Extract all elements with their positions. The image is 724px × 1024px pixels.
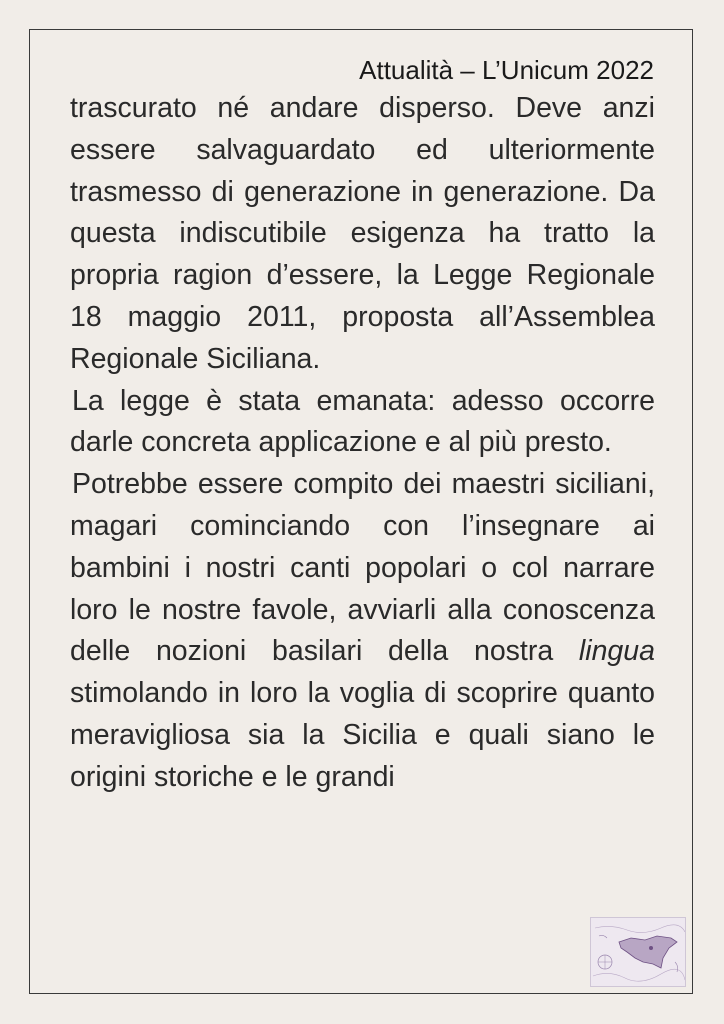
sicily-map-icon [590, 917, 686, 987]
paragraph-3-text-b: stimolando in loro la voglia di scoprire quanto meravigliosa sia la Sicilia e quali siano le origini storiche e le grandi [70, 677, 655, 793]
paragraph-1: trascurato né andare disperso. Deve anzi essere salvaguardato ed ulteriormente trasmesso di generazione in generazione. Da questa indiscutibile esigenza ha tratto la propria ragion d’essere, la Legge Regionale 18 maggio 2011, proposta all’Assemblea Regionale Siciliana. [70, 92, 655, 375]
italic-word: lingua [578, 635, 655, 668]
paragraph-2: La legge è stata emanata: adesso occorre darle concreta applicazione e al più presto. [70, 384, 655, 459]
page-header: Attualità – L’Unicum 2022 [359, 55, 654, 85]
page-frame [29, 29, 693, 994]
paragraph-3-text-a: Potrebbe essere compito dei maestri siciliani, magari cominciando con l’insegnare ai bambini i nostri canti popolari o col narrare loro le nostre favole, avviarli alla conoscenza delle nozioni basilari della nostra [70, 468, 655, 668]
article-body [70, 88, 655, 799]
paragraph-3 [70, 464, 655, 798]
